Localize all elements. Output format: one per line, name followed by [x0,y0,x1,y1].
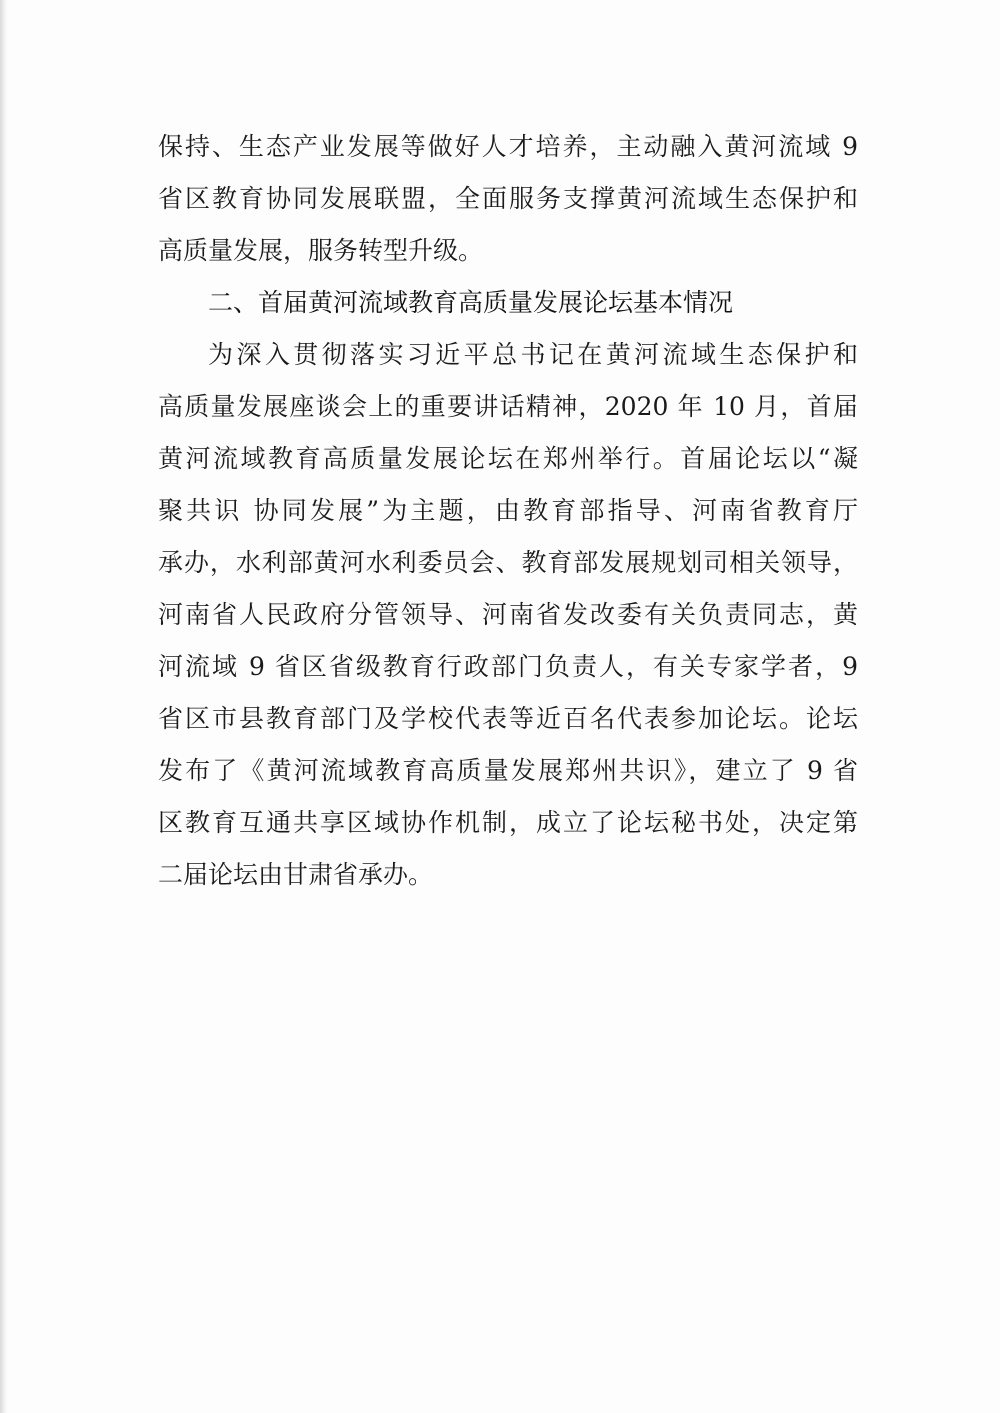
paragraph-line: 黄河流域教育高质量发展论坛在郑州举行。首届论坛以“凝 [158,444,858,473]
paragraph-line: 区教育互通共享区域协作机制，成立了论坛秘书处，决定第 [158,808,858,837]
paragraph-line: 河流域 9 省区省级教育行政部门负责人，有关专家学者，9 [158,652,858,681]
section-heading: 二、首届黄河流域教育高质量发展论坛基本情况 [208,288,734,317]
paragraph-line: 为深入贯彻落实习近平总书记在黄河流域生态保护和 [208,340,858,369]
paragraph-line: 承办，水利部黄河水利委员会、教育部发展规划司相关领导， [158,548,858,577]
paragraph-line: 高质量发展座谈会上的重要讲话精神，2020 年 10 月，首届 [158,392,858,421]
paragraph-line: 二届论坛由甘肃省承办。 [158,860,434,889]
paragraph-line: 高质量发展，服务转型升级。 [158,236,484,265]
paragraph-line: 保持、生态产业发展等做好人才培养，主动融入黄河流域 9 [158,132,858,161]
paragraph-line: 省区教育协同发展联盟，全面服务支撑黄河流域生态保护和 [158,184,858,213]
paragraph-1 [158,121,858,277]
paragraph-line: 省区市县教育部门及学校代表等近百名代表参加论坛。论坛 [158,704,858,733]
document-body [158,121,858,901]
paragraph-line: 聚共识 协同发展”为主题，由教育部指导、河南省教育厅 [158,496,858,525]
paragraph-line: 发布了《黄河流域教育高质量发展郑州共识》，建立了 9 省 [158,756,858,785]
paragraph-2 [158,329,858,901]
paragraph-line: 河南省人民政府分管领导、河南省发改委有关负责同志，黄 [158,600,858,629]
scan-edge-shadow [0,0,8,1413]
